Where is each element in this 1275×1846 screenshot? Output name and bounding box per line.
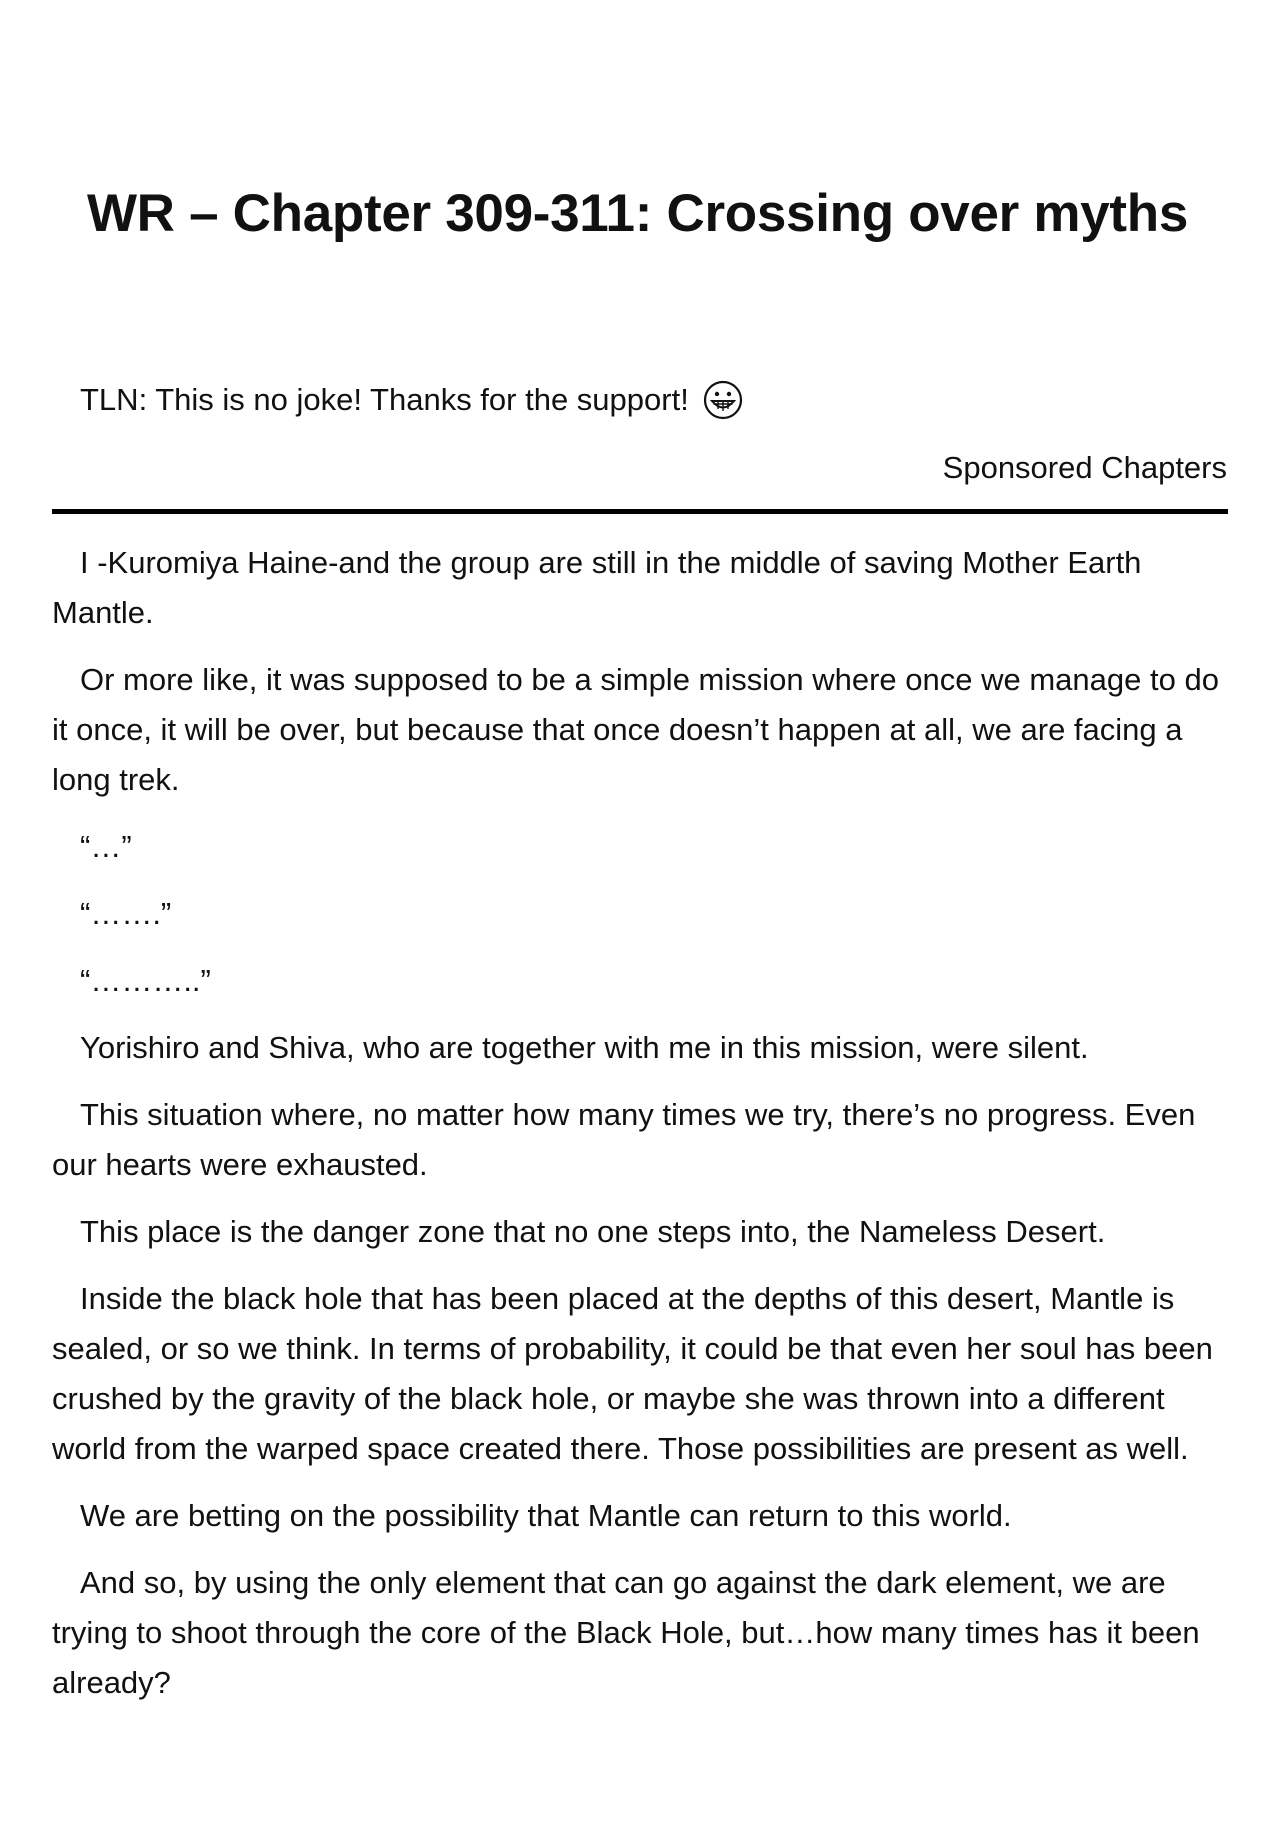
sponsored-chapters-label: Sponsored Chapters xyxy=(942,450,1227,485)
paragraph: Yorishiro and Shiva, who are together with me in this mission, were silent. xyxy=(80,1030,1089,1065)
paragraph: Inside the black hole that has been placed at the depths of this desert, Mantle is sealed, or so we think. In terms of probability, it could be that even her soul has been crushed by the gravity of the black hole, or maybe she was thrown into a different world from the warped space created there. Those possibilities are present as well. xyxy=(52,1281,1213,1466)
paragraph: We are betting on the possibility that Mantle can return to this world. xyxy=(80,1498,1012,1533)
paragraph: “………..” xyxy=(80,963,211,998)
chapter-body xyxy=(52,538,1232,1725)
paragraph: I -Kuromiya Haine-and the group are still in the middle of saving Mother Earth Mantle. xyxy=(52,545,1142,630)
paragraph: And so, by using the only element that can go against the dark element, we are trying to shoot through the core of the Black Hole, but…how many times has it been already? xyxy=(52,1565,1200,1700)
paragraph: Or more like, it was supposed to be a simple mission where once we manage to do it once, it will be over, but because that once doesn’t happen at all, we are facing a long trek. xyxy=(52,662,1219,797)
paragraph: “…….” xyxy=(80,896,172,931)
divider-rule xyxy=(52,509,1228,514)
translator-note xyxy=(80,378,743,422)
paragraph: This situation where, no matter how many times we try, there’s no progress. Even our hearts were exhausted. xyxy=(52,1097,1196,1182)
paragraph: This place is the danger zone that no one steps into, the Nameless Desert. xyxy=(80,1214,1106,1249)
chapter-title: WR – Chapter 309-311: Crossing over myths xyxy=(86,184,1189,243)
grinning-face-icon xyxy=(703,380,743,420)
translator-note-text: TLN: This is no joke! Thanks for the support! xyxy=(80,382,689,417)
paragraph: “…” xyxy=(80,829,132,864)
